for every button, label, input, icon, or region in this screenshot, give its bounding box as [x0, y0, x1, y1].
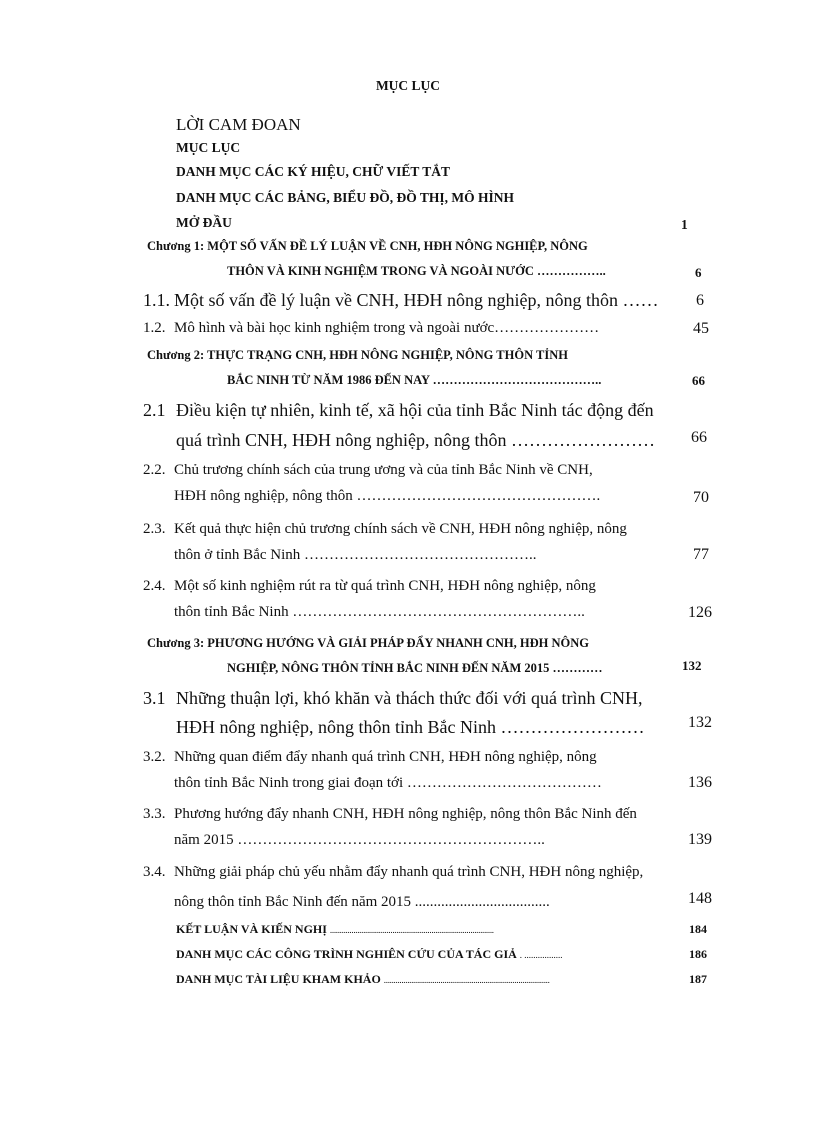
section-2-1-line-2: quá trình CNH, HĐH nông nghiệp, nông thôn …………………… [176, 430, 655, 450]
chapter-1-line-1: Chương 1: MỘT SỐ VẤN ĐỀ LÝ LUẬN VỀ CNH, HĐH NÔNG NGHIỆP, NÔNG [147, 239, 588, 253]
tai-lieu-page: 187 [689, 972, 707, 986]
section-3-1-page: 132 [688, 714, 712, 731]
section-3-2-line-2: thôn tỉnh Bắc Ninh trong giai đoạn tới ………………………………… [174, 775, 602, 791]
chapter-1-page: 6 [695, 265, 702, 280]
chapter-3-line-2: NGHIỆP, NÔNG THÔN TỈNH BẮC NINH ĐẾN NĂM 2015 ………… [227, 661, 603, 675]
section-2-4-line-2: thôn tỉnh Bắc Ninh ………………………………………………….. [174, 604, 585, 620]
cong-trinh-dots: . ................. [519, 950, 563, 960]
ket-luan-label: KẾT LUẬN VÀ KIẾN NGHỊ [176, 922, 327, 936]
section-1-2-title: Mô hình và bài học kinh nghiệm trong và ngoài nước………………… [174, 320, 600, 336]
section-2-2-page: 70 [693, 489, 709, 506]
section-2-3-line-2: thôn ở tỉnh Bắc Ninh ……………………………………….. [174, 547, 537, 563]
section-1-1-page: 6 [696, 292, 704, 309]
section-3-1-line-1: Những thuận lợi, khó khăn và thách thức đối với quá trình CNH, [176, 688, 643, 708]
section-2-2-number: 2.2. [143, 462, 166, 478]
loi-cam-doan: LỜI CAM ĐOAN [176, 115, 301, 134]
mo-dau-page: 1 [681, 217, 688, 232]
section-2-1-number: 2.1 [143, 400, 166, 420]
chapter-3-page: 132 [682, 658, 702, 673]
section-3-2-line-1: Những quan điểm đẩy nhanh quá trình CNH, HĐH nông nghiệp, nông [174, 749, 597, 765]
cong-trinh-entry [176, 947, 563, 962]
section-2-2-line-1: Chủ trương chính sách của trung ương và của tỉnh Bắc Ninh về CNH, [174, 462, 593, 478]
section-2-4-page: 126 [688, 604, 712, 621]
section-3-1-line-2: HĐH nông nghiệp, nông thôn tỉnh Bắc Ninh …………………… [176, 717, 645, 737]
ket-luan-dots: .................................................................................... [329, 925, 494, 935]
section-3-4-number: 3.4. [143, 864, 166, 880]
chapter-2-line-2: BẮC NINH TỪ NĂM 1986 ĐẾN NAY ………………………………….. [227, 373, 602, 387]
cong-trinh-page: 186 [689, 947, 707, 961]
section-2-4-line-1: Một số kinh nghiệm rút ra từ quá trình CNH, HĐH nông nghiệp, nông [174, 578, 596, 594]
section-1-2-number: 1.2. [143, 320, 166, 336]
chapter-2-line-1: Chương 2: THỰC TRẠNG CNH, HĐH NÔNG NGHIỆP, NÔNG THÔN TỈNH [147, 348, 568, 362]
section-3-1-number: 3.1 [143, 688, 166, 708]
chapter-2-page: 66 [692, 373, 705, 388]
tai-lieu-dots: ..................................................................................... [383, 975, 550, 985]
section-1-1-number: 1.1. [143, 290, 170, 310]
cong-trinh-label: DANH MỤC CÁC CÔNG TRÌNH NGHIÊN CỨU CỦA TÁC GIẢ [176, 947, 517, 961]
section-3-2-page: 136 [688, 774, 712, 791]
section-3-3-line-1: Phương hướng đẩy nhanh CNH, HĐH nông nghiệp, nông thôn Bắc Ninh đến [174, 806, 637, 822]
chapter-1-line-2: THÔN VÀ KINH NGHIỆM TRONG VÀ NGOÀI NƯỚC …………….. [227, 264, 606, 278]
tai-lieu-label: DANH MỤC TÀI LIỆU KHAM KHẢO [176, 972, 381, 986]
chapter-3-line-1: Chương 3: PHƯƠNG HƯỚNG VÀ GIẢI PHÁP ĐẨY NHANH CNH, HĐH NÔNG [147, 636, 589, 650]
section-2-1-line-1: Điều kiện tự nhiên, kinh tế, xã hội của tỉnh Bắc Ninh tác động đến [176, 400, 654, 420]
section-2-2-line-2: HĐH nông nghiệp, nông thôn …………………………………………. [174, 488, 601, 504]
ky-hieu-entry: DANH MỤC CÁC KÝ HIỆU, CHỮ VIẾT TẮT [176, 164, 451, 179]
section-3-4-page: 148 [688, 890, 712, 907]
ket-luan-page: 184 [689, 922, 707, 936]
section-3-2-number: 3.2. [143, 749, 166, 765]
section-2-1-page: 66 [691, 429, 707, 446]
section-1-1-title: Một số vấn đề lý luận về CNH, HĐH nông nghiệp, nông thôn …… [174, 290, 659, 310]
section-3-4-line-2: nông thôn tỉnh Bắc Ninh đến năm 2015 .................................... [174, 894, 550, 910]
section-2-4-number: 2.4. [143, 578, 166, 594]
bang-bieu-entry: DANH MỤC CÁC BẢNG, BIỂU ĐỒ, ĐỒ THỊ, MÔ HÌNH [176, 190, 515, 205]
section-3-3-page: 139 [688, 831, 712, 848]
ket-luan-entry [176, 922, 494, 937]
muc-luc-entry: MỤC LỤC [176, 140, 241, 155]
tai-lieu-entry [176, 972, 550, 987]
section-3-3-number: 3.3. [143, 806, 166, 822]
section-3-4-line-1: Những giải pháp chủ yếu nhằm đẩy nhanh quá trình CNH, HĐH nông nghiệp, [174, 864, 644, 880]
section-2-3-number: 2.3. [143, 521, 166, 537]
section-2-3-page: 77 [693, 546, 709, 563]
section-2-3-line-1: Kết quả thực hiện chủ trương chính sách về CNH, HĐH nông nghiệp, nông [174, 521, 627, 537]
toc-title: MỤC LỤC [375, 78, 441, 93]
mo-dau-label: MỞ ĐẦU [176, 215, 232, 230]
section-1-2-page: 45 [693, 320, 709, 337]
section-3-3-line-2: năm 2015 …………………………………………………….. [174, 832, 545, 848]
